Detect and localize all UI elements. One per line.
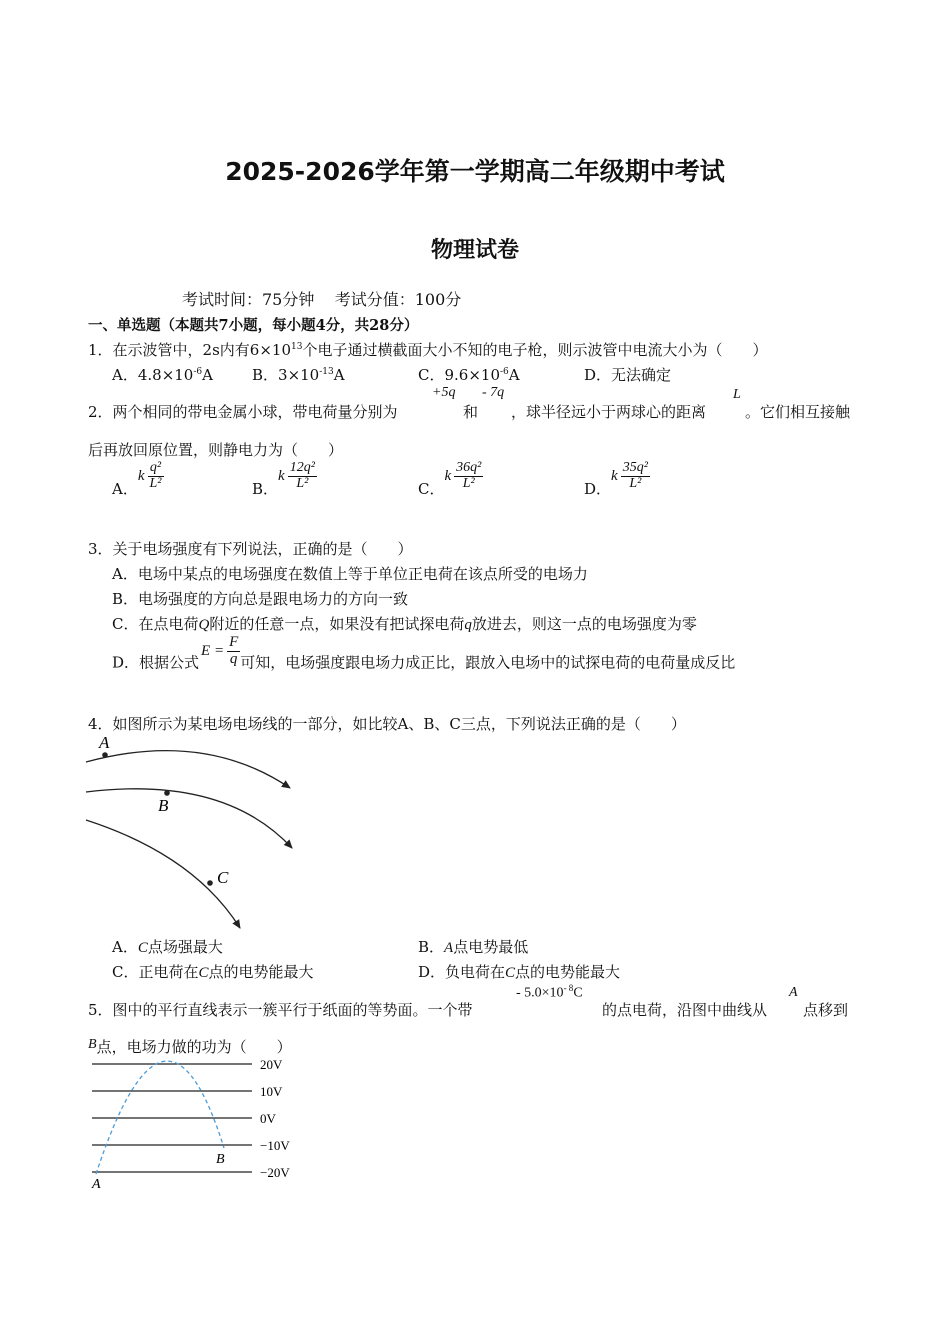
point-label-b: B (216, 1152, 225, 1167)
label-a: A (99, 733, 110, 752)
q2-option-d: D．k $\frac{\text{35q²}}{\text{L²}}$ (584, 460, 648, 499)
point-b (164, 790, 170, 796)
level-label-20v: 20V (260, 1057, 283, 1072)
q2-option-c: C．k $\frac{\text{36q²}}{\text{L²}}$ (418, 460, 482, 499)
point-a (102, 752, 108, 758)
q3-option-d: D．根据公式E = $\frac{F}{q}$ 可知，电场强度跟电场力成正比，跟放入电场中的试探电荷的电荷量成反比 (112, 634, 736, 672)
field-lines-figure (84, 730, 304, 935)
level-label-0v: 0V (260, 1111, 276, 1126)
q1-option-a: A．$4.8\times 10^{-6}A$ (112, 366, 213, 384)
q2-stem-b: ，球半径远小于两球心的距离 (511, 403, 707, 421)
q5-charge: - $5.0\times 10^{- 8}C$ (516, 983, 583, 1001)
q2-charge1: +5q (432, 385, 456, 400)
field-line-1 (86, 751, 290, 788)
section-heading: 一、单选题（本题共7小题，每小题4分，共28分） (88, 317, 419, 334)
exam-info: 考试时间：75分钟 考试分值：100分 (182, 290, 462, 309)
q5-stem-a: 5．图中的平行直线表示一簇平行于纸面的等势面。一个带 (88, 1001, 473, 1019)
exam-title: 2025-2026学年第一学期高二年级期中考试 (225, 157, 725, 186)
level-label-10v: 10V (260, 1084, 283, 1099)
q5-stem-d: B点，电场力做的功为（ ） (88, 1037, 292, 1056)
q4-option-a: A．C点场强最大 (112, 938, 223, 956)
q1-option-c: C．$9.6\times 10^{-6}A$ (418, 366, 520, 384)
q1-stem: 1．在示波管中，2s内有$6\times 10^{13}$个电子通过横截面大小不知的电子枪，则示波管中电流大小为（ ） (88, 341, 768, 359)
q5-from: A (789, 985, 798, 1000)
q5-stem-b: 的点电荷，沿图中曲线从 (602, 1001, 768, 1019)
field-line-2 (86, 789, 292, 848)
q2-charge2: - 7q (482, 385, 505, 400)
q2-distance: L (733, 387, 741, 402)
subject-title: 物理试卷 (430, 238, 519, 263)
q3-option-a: A．电场中某点的电场强度在数值上等于单位正电荷在该点所受的电场力 (112, 565, 588, 583)
q2-option-b: B．k $\frac{\text{12q²}}{\text{L²}}$ (252, 460, 315, 499)
q4-option-c: C．正电荷在C点的电势能最大 (112, 963, 314, 981)
q1-option-b: B．$3\times 10^{-13}A$ (252, 366, 345, 384)
q1-option-d: D．无法确定 (584, 366, 672, 384)
q2-and: 和 (463, 403, 479, 421)
q4-stem: 4．如图所示为某电场电场线的一部分，如比较A、B、C三点，下列说法正确的是（ ） (88, 715, 686, 733)
label-b: B (158, 796, 169, 815)
q5-stem-c: 点移到 (803, 1001, 849, 1019)
q2-stem-a: 2．两个相同的带电金属小球，带电荷量分别为 (88, 403, 398, 421)
point-c (207, 880, 213, 886)
q3-option-b: B．电场强度的方向总是跟电场力的方向一致 (112, 590, 409, 608)
level-label-neg20v: −20V (260, 1165, 290, 1180)
q4-option-b: B．A点电势最低 (418, 938, 529, 956)
equipotential-figure (86, 1052, 306, 1192)
q3-stem: 3．关于电场强度有下列说法，正确的是（ ） (88, 540, 413, 558)
label-c: C (217, 868, 229, 887)
q2-option-a: A．k $\frac{\text{q²}}{\text{L²}}$ (112, 460, 162, 499)
level-label-neg10v: −10V (260, 1138, 290, 1153)
point-label-a: A (92, 1177, 101, 1192)
q3-option-c: C．在点电荷Q附近的任意一点，如果没有把试探电荷q放进去，则这一点的电场强度为零 (112, 615, 697, 633)
q2-stem-c: 。它们相互接触 (745, 403, 851, 421)
q2-stem-d: 后再放回原位置，则静电力为（ ） (88, 441, 344, 459)
q4-option-d: D．负电荷在C点的电势能最大 (418, 963, 621, 981)
